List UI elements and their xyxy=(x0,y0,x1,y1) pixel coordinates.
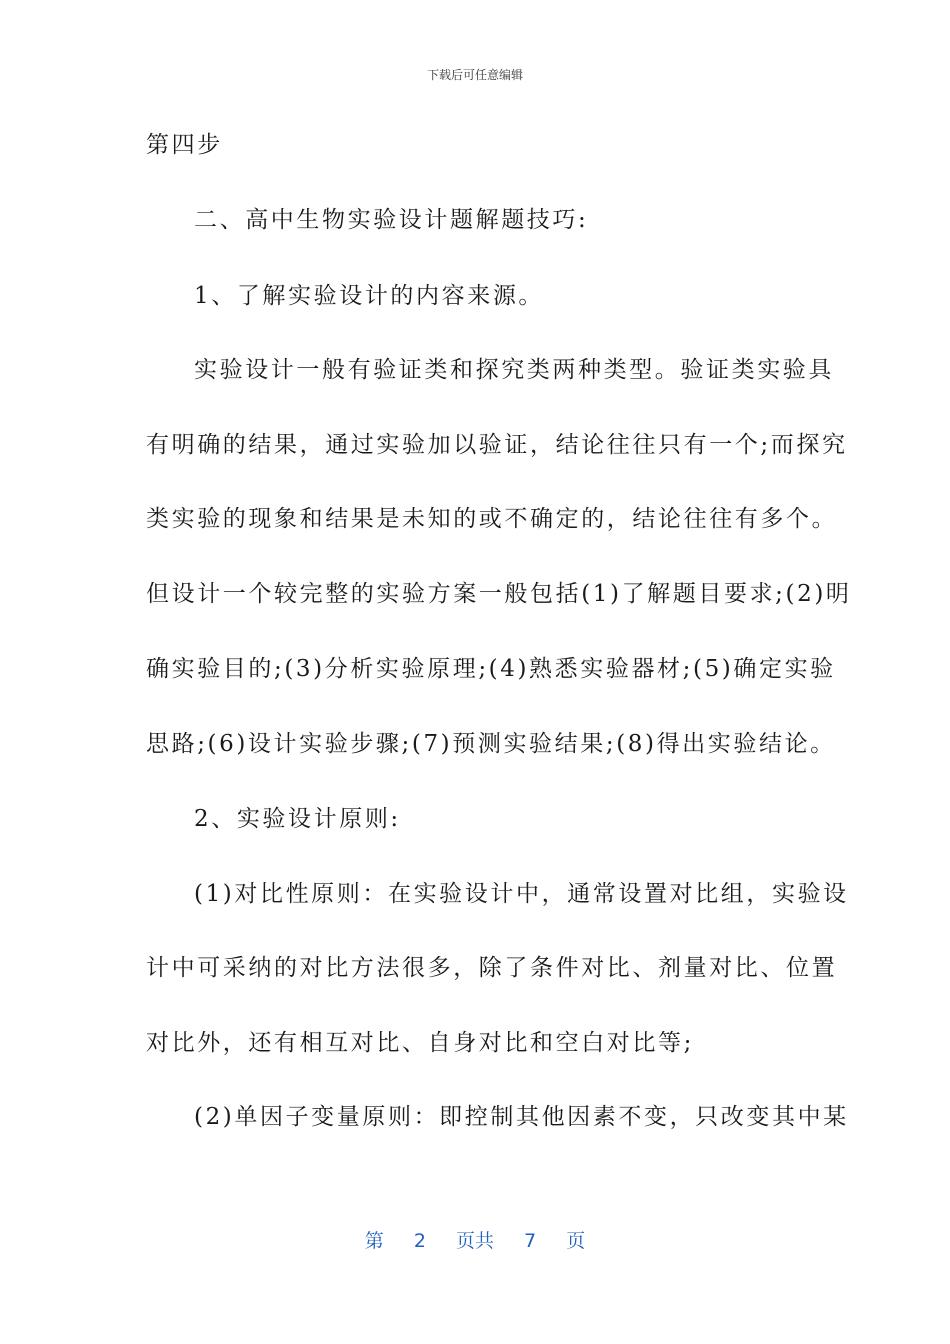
footer-total-pages: 7 xyxy=(524,1230,537,1252)
paragraph-line: 对比外，还有相互对比、自身对比和空白对比等; xyxy=(146,1030,694,1056)
paragraph-line: (2)单因子变量原则：即控制其他因素不变，只改变其中某 xyxy=(194,1104,849,1130)
footer-page-number: 2 xyxy=(413,1230,426,1252)
paragraph-line: 实验设计一般有验证类和探究类两种类型。验证类实验具 xyxy=(194,357,834,383)
subsection-heading: 1、了解实验设计的内容来源。 xyxy=(194,283,545,309)
footer-middle: 页共 xyxy=(455,1230,494,1252)
paragraph-line: (1)对比性原则：在实验设计中，通常设置对比组，实验设 xyxy=(194,881,849,907)
paragraph-line: 思路;(6)设计实验步骤;(7)预测实验结果;(8)得出实验结论。 xyxy=(146,731,836,757)
paragraph-line: 但设计一个较完整的实验方案一般包括(1)了解题目要求;(2)明 xyxy=(146,581,852,607)
section-heading: 二、高中生物实验设计题解题技巧: xyxy=(194,207,589,233)
page-header: 下载后可任意编辑 xyxy=(426,68,523,82)
page-footer xyxy=(0,1226,950,1253)
subsection-heading: 2、实验设计原则: xyxy=(194,806,401,832)
paragraph-line: 类实验的现象和结果是未知的或不确定的，结论往往有多个。 xyxy=(146,506,838,532)
footer-suffix: 页 xyxy=(566,1230,586,1252)
text-line: 第四步 xyxy=(146,132,223,158)
paragraph-line: 确实验目的;(3)分析实验原理;(4)熟悉实验器材;(5)确定实验 xyxy=(146,656,836,682)
paragraph-line: 有明确的结果，通过实验加以验证，结论往往只有一个;而探究 xyxy=(146,432,848,458)
paragraph-line: 计中可采纳的对比方法很多，除了条件对比、剂量对比、位置 xyxy=(146,955,838,981)
footer-prefix: 第 xyxy=(364,1230,384,1252)
